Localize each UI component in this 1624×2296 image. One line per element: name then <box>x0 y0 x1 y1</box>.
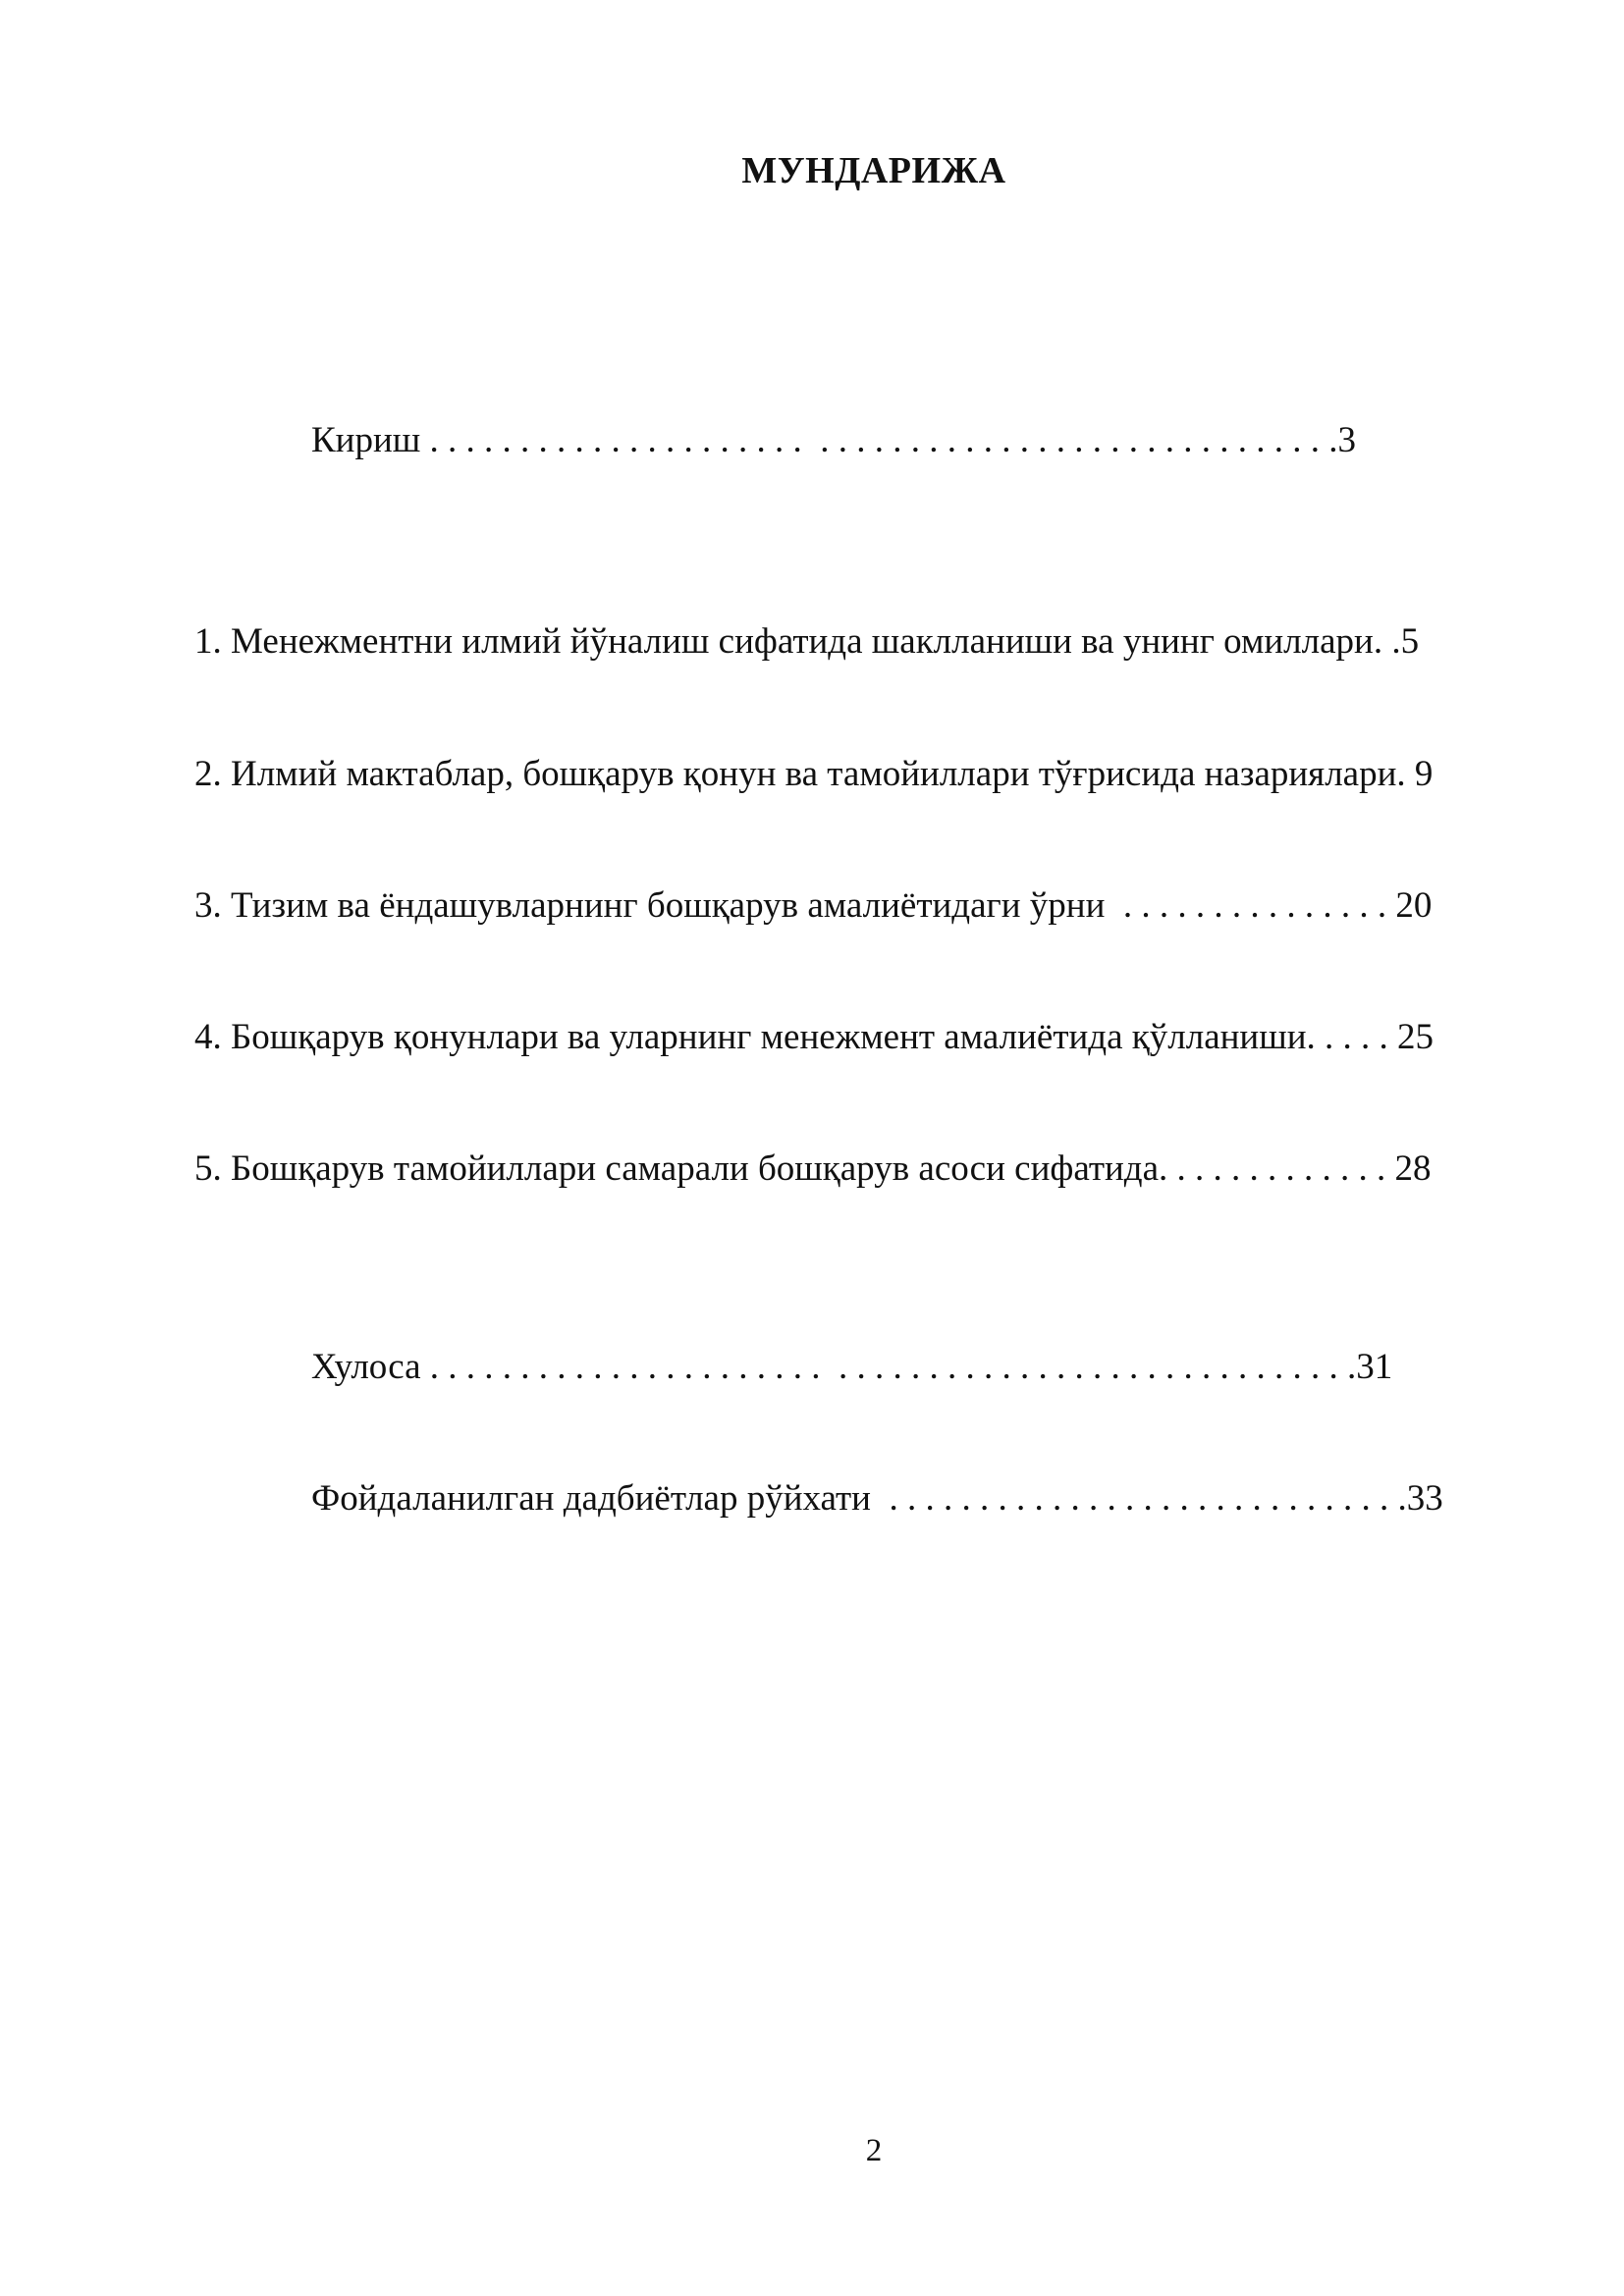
toc-entry-1: 1. Менежментни илмий йўналиш сифатида шаклланиши ва унинг омиллари. .5 <box>194 621 1420 662</box>
toc-entry-3: 3. Тизим ва ёндашувларнинг бошқарув амалиётидаги ўрни . . . . . . . . . . . . . . . 20 <box>194 885 1433 926</box>
toc-entry-4: 4. Бошқарув қонунлари ва уларнинг менежмент амалиётида қўлланиши. . . . . 25 <box>194 1017 1435 1057</box>
toc-entry-intro: Кириш . . . . . . . . . . . . . . . . . . . . . . . . . . . . . . . . . . . . . . . . . . . . . . . . . .3 <box>311 420 1357 460</box>
toc-entry-2: 2. Илмий мактаблар, бошқарув қонун ва тамойиллари тўғрисида назариялари. 9 <box>194 754 1434 794</box>
page-title: МУНДАРИЖА <box>741 150 1006 191</box>
page-number: 2 <box>865 2133 883 2168</box>
toc-entry-conclusion: Хулоса . . . . . . . . . . . . . . . . . . . . . . . . . . . . . . . . . . . . . . . . . . . . . . . . . . .31 <box>311 1347 1393 1387</box>
toc-entry-references: Фойдаланилган дадбиётлар рўйхати . . . . . . . . . . . . . . . . . . . . . . . . . . . . .33 <box>311 1478 1443 1519</box>
toc-entry-5: 5. Бошқарув тамойиллари самарали бошқарув асоси сифатида. . . . . . . . . . . . . 28 <box>194 1148 1432 1189</box>
